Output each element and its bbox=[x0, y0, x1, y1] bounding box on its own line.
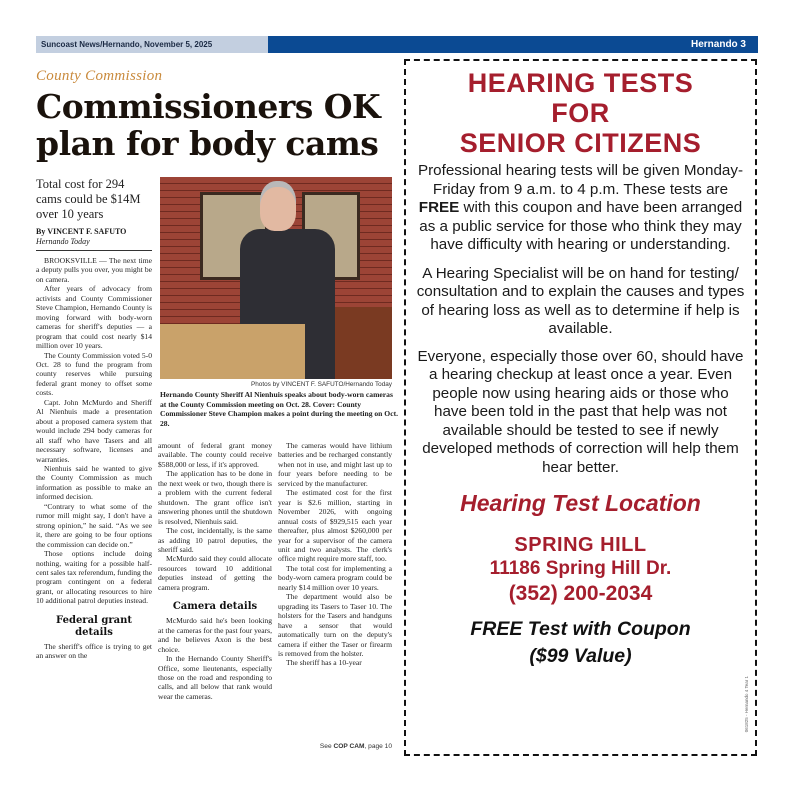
paragraph: Nienhuis said he wanted to give the County Commission as much information as possible to make an informed decision. bbox=[36, 463, 152, 502]
ad-location-title: Hearing Test Location bbox=[460, 490, 701, 516]
page-header bbox=[36, 36, 758, 53]
section-page-number: Hernando 3 bbox=[268, 36, 758, 53]
paragraph: The department would also be upgrading its Tasers to Taser 10. The holsters for the Tasers and handguns have a sensor that would automatically turn on the deputy's camera if either the Taser or firearm is removed from the holster. bbox=[278, 592, 392, 658]
subhead-federal-grant: Federal grant details bbox=[56, 614, 132, 638]
paragraph: Capt. John McMurdo and Sheriff Al Nienhuis made a presentation about a proposed camera system that would include 294 body cameras for all staff who have Tasers and all necessary software, licenses and warranties. bbox=[36, 397, 152, 464]
paragraph: The County Commission voted 5-0 Oct. 28 to fund the program from county reserves while pursuing federal grant money to offset some costs. bbox=[36, 350, 152, 398]
article-kicker: County Commission bbox=[36, 68, 163, 84]
photo-podium bbox=[160, 324, 305, 379]
article-column-3 bbox=[278, 441, 392, 668]
article-photo bbox=[160, 177, 392, 379]
article-deck: Total cost for 294 cams could be $14M over 10 years bbox=[36, 177, 141, 221]
publication-date: Suncoast News/Hernando, November 5, 2025 bbox=[36, 36, 268, 53]
jump-label: COP CAM bbox=[333, 743, 365, 750]
article-column-1 bbox=[36, 256, 152, 661]
paragraph: In the Hernando County Sheriff's Office, some lieutenants, especially those on the road and responding to calls, and all below that rank would wear the cameras. bbox=[158, 654, 272, 701]
photo-bench bbox=[335, 307, 392, 379]
paragraph: amount of federal grant money available. The county could receive $588,000 or less, if it's approved. bbox=[158, 441, 272, 469]
ad-paragraph-schedule: Professional hearing tests will be given Monday-Friday from 9 a.m. to 4 p.m. These tests are FREE with this coupon and have been arranged as a public service for those who think they may have difficulty with hearing or understanding. bbox=[417, 162, 743, 253]
article-column-2 bbox=[158, 441, 272, 701]
author-name: By VINCENT F. SAFUTO bbox=[36, 227, 127, 236]
paragraph: The estimated cost for the first year is $2.6 million, starting in November 2026, with ongoing annual costs of $929,515 each year thereafter, plus almost $260,000 per year for a supervisor of the camera unit and two analysts. The clerk's office might require more staff, too. bbox=[278, 488, 392, 564]
photo-credit: Photos by VINCENT F. SAFUTO/Hernando Today bbox=[250, 381, 392, 388]
article-headline: Commissioners OK plan for body cams bbox=[36, 87, 381, 163]
paragraph: Those options include doing nothing, waiting for a possible half-cent sales tax referendum, funding the program contingent on a federal grant, or allocating resources to hire 10 additional patrol deputies instead. bbox=[36, 549, 152, 606]
jump-line[interactable]: See COP CAM, page 10 bbox=[319, 743, 392, 750]
ad-address: 11186 Spring Hill Dr. bbox=[489, 558, 672, 579]
paragraph: After years of advocacy from activists and County Commissioner Steve Champion, Hernando County is moving forward with body-worn cameras for sheriff's deputies — a program that could cost nearly $14 million over 10 years. bbox=[36, 284, 152, 351]
hearing-test-coupon-ad bbox=[404, 59, 757, 756]
paragraph: The total cost for implementing a body-worn camera program could be nearly $14 million over 10 years. bbox=[278, 563, 392, 592]
photo-caption: Hernando County Sheriff Al Nienhuis speaks about body-worn cameras at the County Commission meeting on Oct. 28. Cover: County Commissioner Steve Champion makes a point during the meeting on Oct. 28. bbox=[160, 390, 399, 428]
paragraph: The application has to be done in the next week or two, though there is a problem with the current federal shutdown. The grant office isn't answering phones until the shutdown is resolved, Nienhuis said. bbox=[158, 469, 272, 526]
ad-phone[interactable]: (352) 200-2034 bbox=[508, 582, 653, 605]
photo-sheriff-head bbox=[260, 187, 296, 231]
paragraph: The cameras would have lithium batteries and be recharged constantly when not in use, and might last up to four years before needing to be serviced by the manufacturer. bbox=[278, 441, 392, 488]
ad-offer: FREE Test with Coupon ($99 Value) bbox=[470, 618, 691, 667]
paragraph: The sheriff's office is trying to get an answer on the bbox=[36, 641, 152, 661]
paragraph: The cost, incidentally, is the same as adding 10 patrol deputies, the sheriff said. bbox=[158, 526, 272, 554]
paragraph: “Contrary to what some of the rumor mill might say, I don't have a strong opinion,” he said. “As we see it, there are going to be four options the commission can decide on.” bbox=[36, 501, 152, 549]
paragraph: McMurdo said they could allocate resources toward 10 additional deputies instead of getting the camera program. bbox=[158, 554, 272, 592]
ad-city: SPRING HILL bbox=[514, 534, 647, 556]
ad-paragraph-everyone: Everyone, especially those over 60, should have a hearing checkup at least once a year. Even people now using hearing aids or those who have been told in the past that help was not available should be tested to see if newly developed methods of correction will help them hear better. bbox=[417, 347, 744, 476]
byline bbox=[36, 227, 152, 251]
paragraph: The sheriff has a 10-year bbox=[286, 658, 362, 668]
paragraph: McMurdo said he's been looking at the cameras for the past four years, and he believes Axon is the best choice. bbox=[158, 616, 272, 654]
ad-paragraph-specialist: A Hearing Specialist will be on hand for testing/ consultation and to explain the causes and types of hearing loss as well as to determine if help is available. bbox=[416, 264, 745, 337]
ad-title: HEARING TESTS FOR SENIOR CITIZENS bbox=[459, 68, 702, 158]
ad-code: 061825 - Hernando 4 Tear 1 bbox=[744, 675, 749, 732]
paragraph: BROOKSVILLE — The next time a deputy pulls you over, you might be on camera. bbox=[36, 256, 152, 284]
subhead-camera-details: Camera details bbox=[172, 601, 258, 613]
author-affiliation: Hernando Today bbox=[36, 237, 90, 246]
